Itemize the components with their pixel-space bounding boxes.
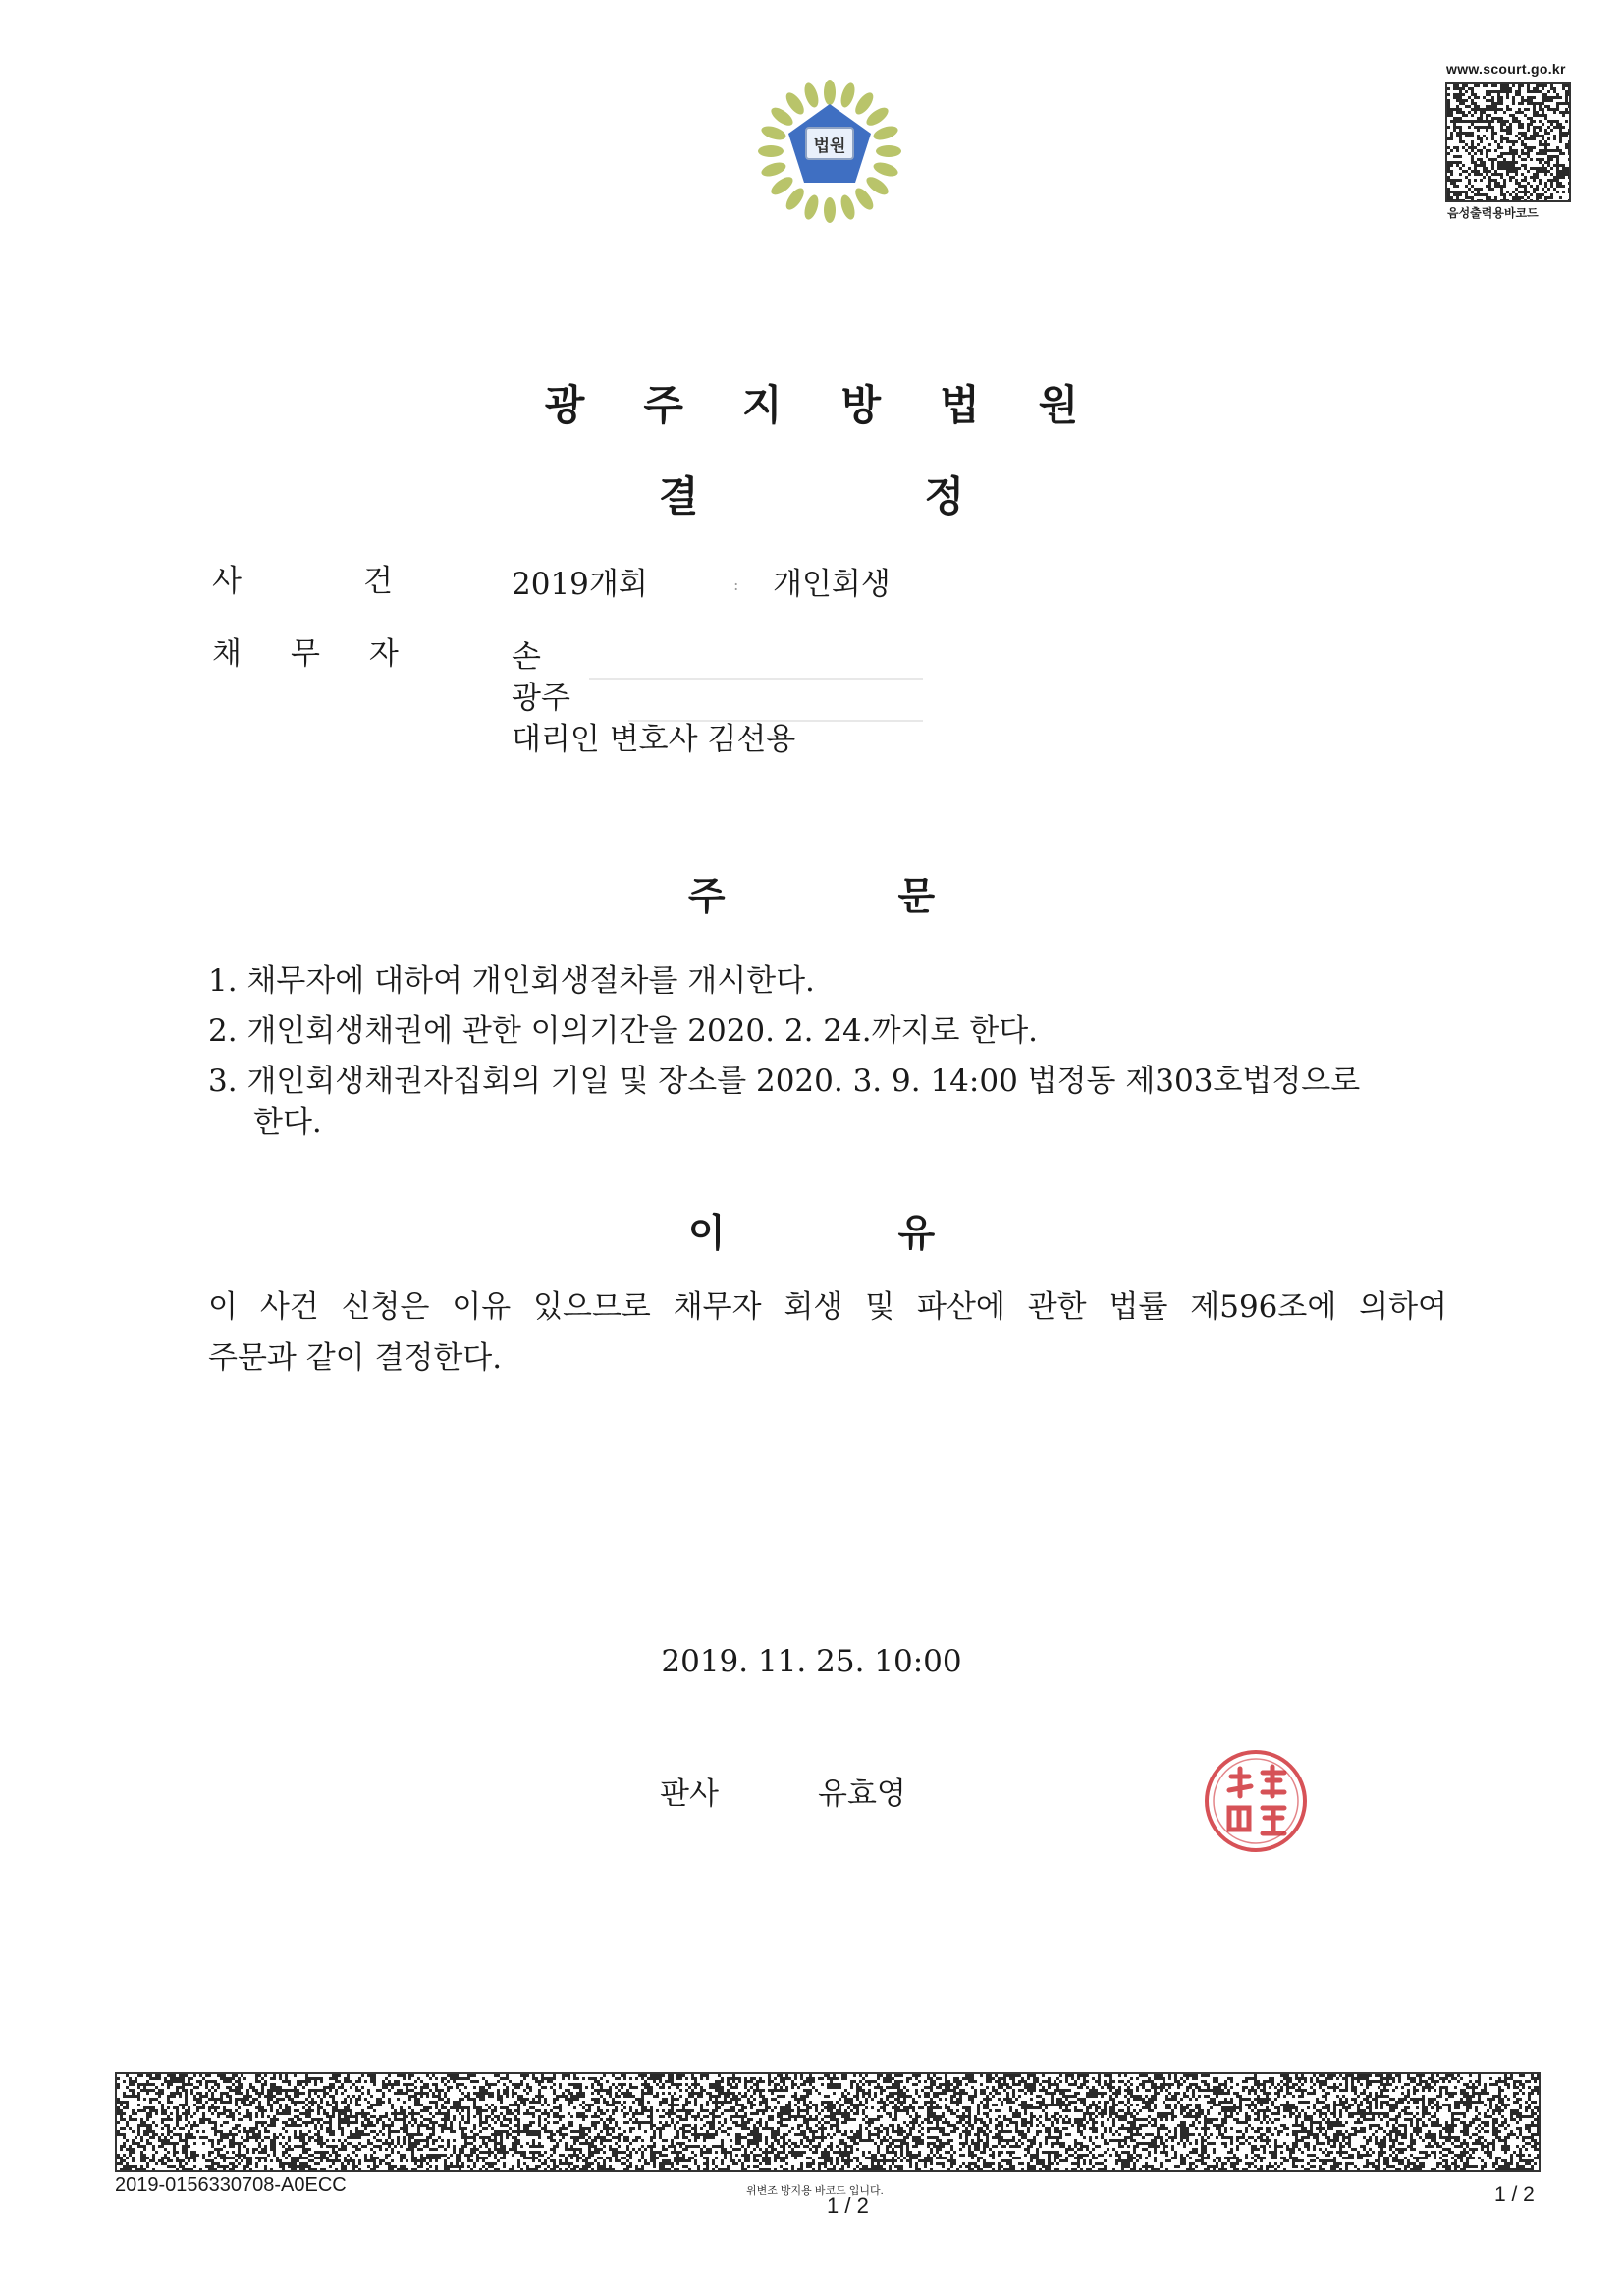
document-type: 결 정 (658, 472, 965, 520)
emblem-petal (872, 160, 899, 179)
order-item: 2. 개인회생채권에 관한 이의기간을 2020. 2. 24.까지로 한다. (208, 1013, 1039, 1049)
order-heading: 주 문 (687, 874, 936, 919)
emblem-petal (824, 80, 836, 105)
reason-text-line: 주문과 같이 결정한다. (208, 1340, 503, 1376)
decision-date: 2019. 11. 25. 10:00 (661, 1644, 962, 1679)
case-separator: : (733, 575, 739, 594)
document-number: 2019-0156330708-A0ECC (115, 2174, 347, 2196)
emblem-petal (760, 160, 787, 179)
debtor-label: 채 무 자 (212, 636, 399, 672)
emblem-petal (824, 197, 836, 223)
case-number: 2019개회 (512, 567, 648, 602)
barcode-pattern (1447, 84, 1571, 202)
page-number-center: 1 / 2 (827, 2193, 869, 2217)
order-item: 1. 채무자에 대하여 개인회생절차를 개시한다. (208, 963, 815, 999)
emblem-petal (876, 145, 901, 157)
order-list (208, 957, 1450, 1107)
court-emblem-logo (751, 73, 908, 230)
emblem-petal (760, 124, 787, 142)
debtor-address: 광주 (512, 681, 570, 716)
court-name: 광 주 지 방 법 원 (544, 381, 1079, 429)
page-number-right: 1 / 2 (1494, 2183, 1535, 2206)
barcode-pattern (117, 2074, 1540, 2171)
barcode-caption: 음성출력용바코드 (1447, 206, 1539, 220)
judge-name: 유효영 (818, 1777, 906, 1812)
order-item: 3. 개인회생채권자집회의 기일 및 장소를 2020. 3. 9. 14:00 법정동 제303호법정으로 (208, 1064, 1361, 1099)
emblem-text: 법원 (813, 137, 846, 156)
emblem-petal (839, 82, 857, 109)
reason-text-line: 이 사건 신청은 이유 있으므로 채무자 회생 및 파산에 관한 법률 제596조에 의하여 (208, 1289, 1447, 1325)
debtor-name: 손 (512, 639, 541, 675)
emblem-petal (758, 145, 784, 157)
judge-seal-stamp (1202, 1747, 1310, 1855)
emblem-petal (802, 82, 821, 109)
debtor-agent: 대리인 변호사 김선용 (512, 722, 796, 757)
emblem-petal (872, 124, 899, 142)
voice-output-barcode (1445, 82, 1571, 202)
emblem-petal (802, 193, 821, 221)
judge-title: 판사 (660, 1777, 719, 1812)
emblem-petal (839, 193, 857, 221)
barcode-notice: 위변조 방지용 바코드 입니다. (746, 2185, 884, 2197)
case-label: 사 건 (212, 564, 393, 599)
barcode-url: www.scourt.go.kr (1446, 61, 1566, 77)
anti-forgery-barcode (115, 2072, 1541, 2172)
redacted-area (589, 678, 923, 680)
case-type: 개인회생 (773, 567, 891, 602)
reason-heading: 이 유 (687, 1211, 936, 1256)
order-item-continuation: 한다. (253, 1105, 322, 1140)
